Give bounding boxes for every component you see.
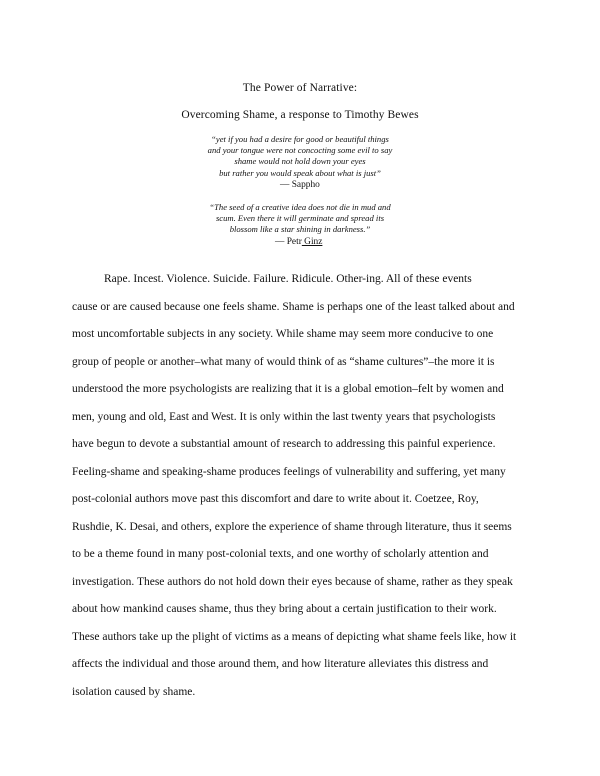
document-title: The Power of Narrative: [242, 82, 358, 94]
epigraph-ginz [0, 202, 600, 236]
body-paragraph-line: most uncomfortable subjects in any society. While shame may seem more conducive to one [72, 328, 494, 340]
document-subtitle: Overcoming Shame, a response to Timothy Bewes [181, 109, 419, 121]
epigraph-line: “yet if you had a desire for good or beautiful things [211, 134, 389, 144]
body-paragraph-line: affects the individual and those around them, and how literature alleviates this distress and [72, 658, 489, 670]
epigraph-line: and your tongue were not concocting some evil to say [207, 145, 393, 156]
body-paragraph-line: isolation caused by shame. [72, 686, 196, 698]
epigraph-line: shame would not hold down your eyes [234, 156, 366, 167]
attribution-prefix: — Petr [275, 237, 302, 247]
body-paragraph-line: Rushdie, K. Desai, and others, explore the experience of shame through literature, thus it seems [72, 521, 512, 533]
epigraph-attribution-ginz [275, 237, 322, 248]
body-paragraph-line: men, young and old, East and West. It is only within the last twenty years that psychologists [72, 411, 496, 423]
attribution-underlined: Ginz [301, 237, 323, 247]
body-paragraph-line: about how mankind causes shame, thus they bring about a certain justification to their work. [72, 603, 497, 615]
epigraph-line: “The seed of a creative idea does not die in mud and [209, 202, 391, 212]
body-paragraph-line: Feeling-shame and speaking-shame produces feelings of vulnerability and suffering, yet many [72, 466, 506, 478]
body-paragraph-line: cause or are caused because one feels shame. Shame is perhaps one of the least talked about and [72, 301, 515, 313]
body-paragraph-line: understood the more psychologists are realizing that it is a global emotion–felt by women and [72, 383, 504, 395]
body-paragraph-line: Rape. Incest. Violence. Suicide. Failure. Ridicule. Other-ing. All of these events [104, 273, 472, 285]
body-paragraph-line: investigation. These authors do not hold down their eyes because of shame, rather as they speak [72, 576, 513, 588]
epigraph-sappho [0, 134, 600, 179]
body-paragraph-line: These authors take up the plight of victims as a means of depicting what shame feels like, how it [72, 631, 517, 643]
body-paragraph-line: post-colonial authors move past this discomfort and dare to write about it. Coetzee, Roy, [72, 493, 479, 505]
body-paragraph-line: have begun to devote a substantial amount of research to addressing this painful experience. [72, 438, 496, 450]
body-paragraph-line: group of people or another–what many of would think of as “shame cultures”–the more it is [72, 356, 495, 368]
epigraph-line: scum. Even there it will germinate and spread its [215, 213, 385, 224]
epigraph-attribution-sappho: — Sappho [280, 180, 320, 190]
body-paragraph-line: to be a theme found in many post-colonial texts, and one worthy of scholarly attention and [72, 548, 489, 560]
epigraph-line: blossom like a star shining in darkness.” [229, 224, 371, 235]
epigraph-line: but rather you would speak about what is just” [219, 167, 381, 178]
